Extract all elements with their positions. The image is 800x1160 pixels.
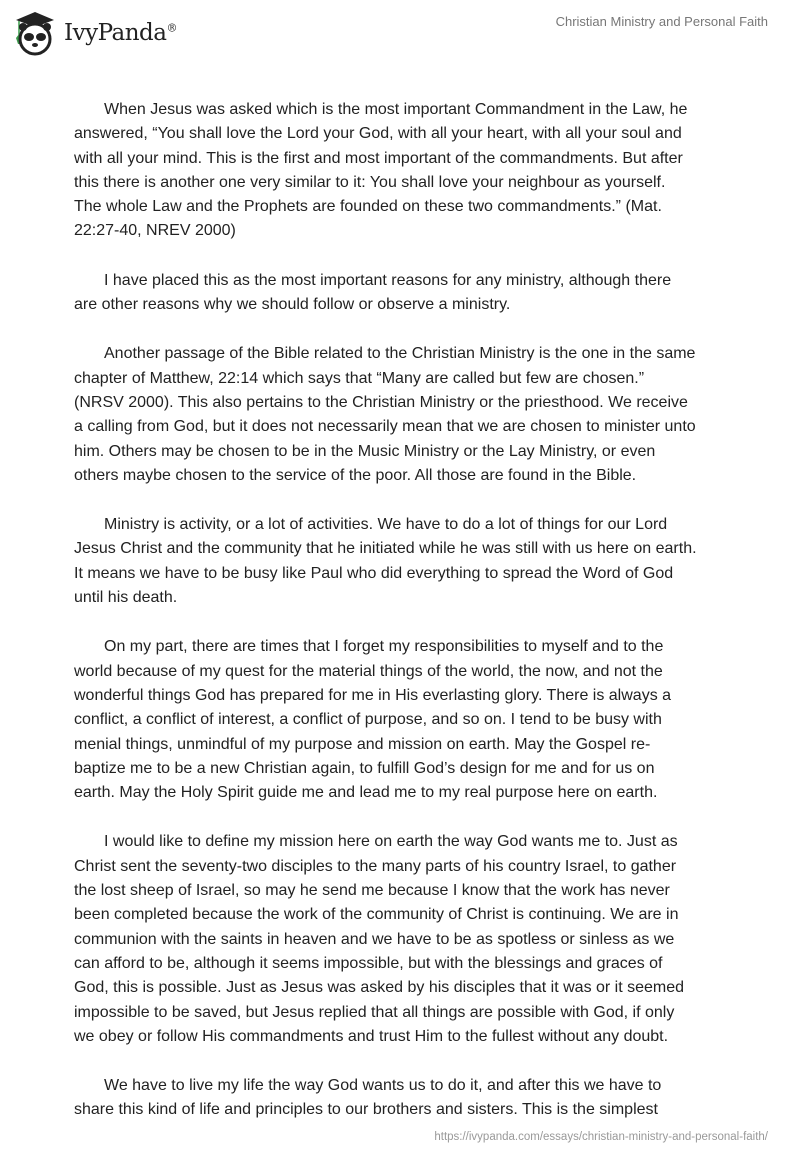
paragraph-line: Another passage of the Bible related to the Christian Ministry is the one in the same: [104, 345, 696, 363]
paragraph-line: him. Others may be chosen to be in the Music Ministry or the Lay Ministry, or even: [74, 442, 656, 460]
paragraph-line: others maybe chosen to the service of the poor. All those are found in the Bible.: [74, 466, 637, 484]
paragraph-line: with all your mind. This is the first and most important of the commandments. But after: [74, 149, 683, 167]
paragraph-line: The whole Law and the Prophets are founded on these two commandments.” (Mat.: [74, 198, 662, 216]
paragraph-line: share this kind of life and principles to our brothers and sisters. This is the simplest: [74, 1101, 658, 1119]
paragraph-line: 22:27-40, NREV 2000): [74, 222, 236, 240]
paragraph-line: can afford to be, although it seems impossible, but with the blessings and graces of: [74, 954, 663, 972]
essay-paragraph: [74, 513, 734, 610]
source-url-link[interactable]: https://ivypanda.com/essays/christian-ministry-and-personal-faith/: [434, 1131, 768, 1143]
paragraph-line: communion with the saints in heaven and we have to be as spotless or sinless as we: [74, 930, 675, 948]
paragraph-line: chapter of Matthew, 22:14 which says that “Many are called but few are chosen.”: [74, 369, 645, 387]
paragraph-line: Christ sent the seventy-two disciples to the many parts of his country Israel, to gather: [74, 857, 677, 875]
paragraph-line: this there is another one very similar to it: You shall love your neighbour as yourself.: [74, 173, 666, 191]
essay-paragraph: [74, 830, 734, 1049]
paragraph-line: conflict, a conflict of interest, a conflict of purpose, and so on. I tend to be busy with: [74, 711, 662, 729]
panda-logo-icon: [10, 8, 60, 58]
logo-text: IvyPanda®: [64, 20, 177, 46]
paragraph-line: impossible to be saved, but Jesus replied that all things are possible with God, if only: [74, 1003, 675, 1021]
paragraph-line: a calling from God, but it does not necessarily mean that we are chosen to minister unto: [74, 418, 696, 436]
paragraph-line: baptize me to be a new Christian again, to fulfill God’s design for me and for us on: [74, 759, 655, 777]
paragraph-line: On my part, there are times that I forget my responsibilities to myself and to the: [104, 638, 664, 656]
paragraph-line: Ministry is activity, or a lot of activities. We have to do a lot of things for our Lord: [104, 516, 668, 534]
paragraph-line: the lost sheep of Israel, so may he send me because I know that the work has never: [74, 882, 670, 900]
paragraph-line: We have to live my life the way God wants us to do it, and after this we have to: [104, 1077, 662, 1095]
essay-paragraph: [74, 1074, 734, 1123]
document-title: Christian Ministry and Personal Faith: [555, 14, 768, 29]
paragraph-line: I would like to define my mission here on earth the way God wants me to. Just as: [104, 833, 678, 851]
paragraph-line: When Jesus was asked which is the most important Commandment in the Law, he: [104, 101, 688, 118]
paragraph-line: answered, “You shall love the Lord your God, with all your heart, with all your soul and: [74, 125, 682, 143]
paragraph-line: Jesus Christ and the community that he initiated while he was still with us here on earth.: [74, 540, 697, 558]
essay-paragraph: [74, 98, 734, 244]
essay-paragraph: [74, 269, 734, 318]
paragraph-line: God, this is possible. Just as Jesus was asked by his disciples that it was or it seemed: [74, 979, 685, 997]
paragraph-line: earth. May the Holy Spirit guide me and lead me to my real purpose here on earth.: [74, 784, 658, 802]
paragraph-line: wonderful things God has prepared for me in His everlasting glory. There is always a: [74, 686, 672, 704]
paragraph-line: world because of my quest for the material things of the world, the now, and not the: [74, 662, 663, 680]
paragraph-line: (NRSV 2000). This also pertains to the Christian Ministry or the priesthood. We receive: [74, 393, 688, 411]
essay-paragraph: [74, 635, 734, 805]
paragraph-line: we obey or follow His commandments and trust Him to the fullest without any doubt.: [74, 1027, 669, 1045]
essay-body: [74, 98, 734, 1148]
paragraph-line: are other reasons why we should follow or observe a ministry.: [74, 296, 511, 314]
paragraph-line: until his death.: [74, 589, 178, 607]
ivypanda-logo[interactable]: [10, 8, 177, 58]
paragraph-line: been completed because the work of the community of Christ is continuing. We are in: [74, 906, 679, 924]
paragraph-line: It means we have to be busy like Paul who did everything to spread the Word of God: [74, 564, 674, 582]
paragraph-line: I have placed this as the most important reasons for any ministry, although there: [104, 271, 672, 289]
essay-paragraph: [74, 342, 734, 488]
paragraph-line: menial things, unmindful of my purpose and mission on earth. May the Gospel re-: [74, 735, 651, 753]
